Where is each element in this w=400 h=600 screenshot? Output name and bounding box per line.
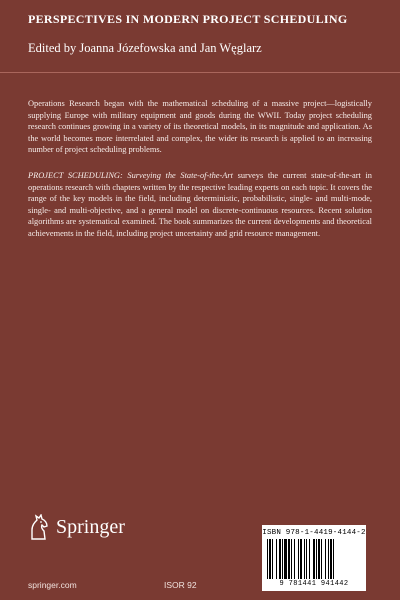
publisher-url: springer.com	[28, 580, 77, 590]
isbn-text: ISBN 978-1-4419-4144-2	[262, 529, 366, 537]
publisher-name: Springer	[56, 515, 125, 538]
editors-line: Edited by Joanna Józefowska and Jan Węglarz	[28, 41, 262, 55]
barcode	[266, 539, 362, 579]
description-paragraph-1: Operations Research began with the mathematical scheduling of a massive project—logistically supplying Europe with military equipment and goods during the WWII. Today project scheduling research continues growing in a variety of its theoretical models, in its magnitude and application. As the world becomes more interrelated and complex, the wider its research is applied to an increasing number of project scheduling problems.	[28, 99, 372, 155]
cover-header	[0, 0, 400, 74]
paragraph-2-text: surveys the current state-of-the-art in operations research with chapters written by the respective leading experts on each topic. It covers the range of the key models in the field, including deterministic, probabilistic, single- and multi-mode, single- and multi-objective, and a general model on discrete-continuous resources. Recent solution algorithms are systematical examined. The book summarizes the current developments and theoretical achievements in the field, including project uncertainty and grid resource management.	[28, 171, 372, 238]
description-paragraph-2	[28, 170, 372, 240]
barcode-box	[262, 525, 366, 591]
book-title-italic: PROJECT SCHEDULING: Surveying the State-of-the-Art	[28, 171, 233, 180]
barcode-number: 9 781441 941442	[279, 580, 349, 588]
publisher-logo	[28, 514, 125, 540]
springer-horse-icon	[28, 514, 50, 540]
header-divider	[0, 72, 400, 73]
series-title: PERSPECTIVES IN MODERN PROJECT SCHEDULING	[28, 12, 348, 26]
series-number: ISOR 92	[164, 580, 197, 590]
